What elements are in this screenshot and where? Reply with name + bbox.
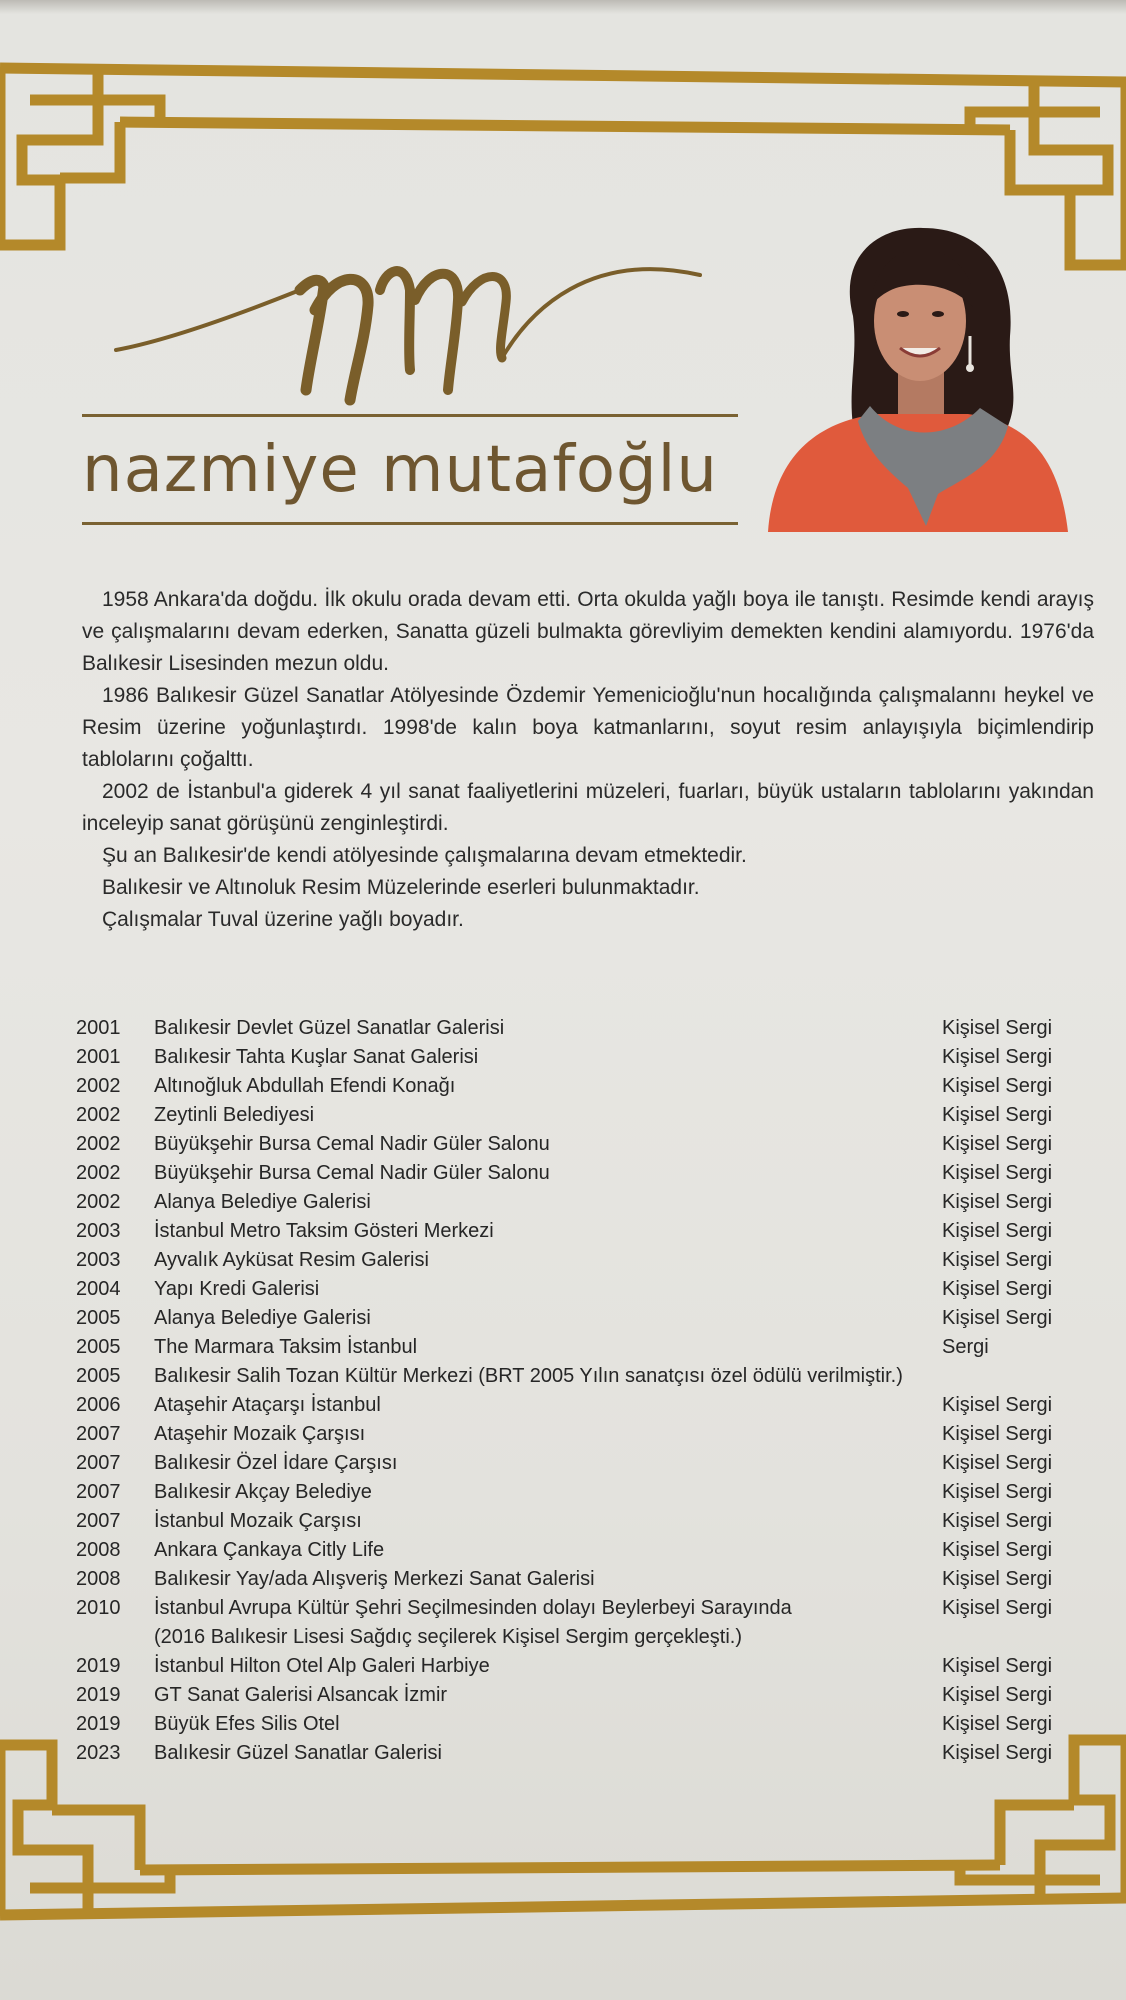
exhibition-venue: Ataşehir Mozaik Çarşısı (154, 1423, 366, 1445)
exhibition-venue: Ayvalık Ayküsat Resim Galerisi (154, 1249, 429, 1271)
exhibition-year: 2023 (76, 1742, 121, 1764)
exhibition-row (76, 1014, 1076, 1043)
exhibition-year: 2002 (76, 1162, 121, 1184)
exhibition-row (76, 1072, 1076, 1101)
nm-monogram-logo (110, 230, 710, 420)
exhibition-year: 2019 (76, 1684, 121, 1706)
exhibition-venue: Yapı Kredi Galerisi (154, 1278, 320, 1300)
exhibition-year: 2002 (76, 1104, 121, 1126)
exhibition-row (76, 1159, 1076, 1188)
exhibition-type: Kişisel Sergi (942, 1597, 1053, 1619)
exhibition-type: Kişisel Sergi (942, 1220, 1053, 1242)
exhibition-type: Kişisel Sergi (942, 1684, 1053, 1706)
exhibition-year: 2007 (76, 1452, 121, 1474)
exhibition-venue: Altınoğluk Abdullah Efendi Konağı (154, 1075, 456, 1097)
exhibition-venue: Zeytinli Belediyesi (154, 1104, 315, 1126)
exhibition-type: Kişisel Sergi (942, 1539, 1053, 1561)
exhibition-row (76, 1275, 1076, 1304)
exhibition-row (76, 1391, 1076, 1420)
exhibition-venue: Balıkesir Devlet Güzel Sanatlar Galerisi (154, 1017, 505, 1039)
exhibition-venue: Balıkesir Tahta Kuşlar Sanat Galerisi (154, 1046, 479, 1068)
exhibition-note: (2016 Balıkesir Lisesi Sağdıç seçilerek Kişisel Sergim gerçekleşti.) (154, 1626, 743, 1648)
exhibition-type: Kişisel Sergi (942, 1104, 1053, 1126)
name-rule-bottom (82, 522, 738, 525)
exhibition-year: 2007 (76, 1481, 121, 1503)
exhibition-year: 2002 (76, 1133, 121, 1155)
exhibition-row (76, 1478, 1076, 1507)
exhibition-row (76, 1043, 1076, 1072)
exhibition-year: 2007 (76, 1423, 121, 1445)
biography-text (82, 584, 1094, 936)
exhibition-year: 2005 (76, 1307, 121, 1329)
name-rule-top (82, 414, 738, 417)
exhibition-year: 2007 (76, 1510, 121, 1532)
exhibition-year: 2005 (76, 1365, 121, 1387)
exhibition-year: 2019 (76, 1713, 121, 1735)
exhibition-venue: GT Sanat Galerisi Alsancak İzmir (154, 1684, 448, 1706)
exhibition-type: Kişisel Sergi (942, 1162, 1053, 1184)
exhibition-year: 2005 (76, 1336, 121, 1358)
exhibition-row (76, 1565, 1076, 1594)
exhibition-year: 2003 (76, 1249, 121, 1271)
bio-paragraph: 1986 Balıkesir Güzel Sanatlar Atölyesinde Özdemir Yemenicioğlu'nun hocalığında çalışmalannı heykel ve Resim üzerine yoğunlaştırdı. 1998'de kalın boya katmanlarını, soyut resim anlayışıyla biçimlendirip tablolarını çoğalttı. (82, 684, 1094, 771)
exhibition-venue: Ataşehir Ataçarşı İstanbul (154, 1394, 381, 1416)
exhibition-type: Kişisel Sergi (942, 1191, 1053, 1213)
exhibition-venue: Balıkesir Özel İdare Çarşısı (154, 1452, 398, 1474)
exhibition-venue: Büyükşehir Bursa Cemal Nadir Güler Salonu (154, 1162, 550, 1184)
exhibition-year: 2004 (76, 1278, 121, 1300)
bio-paragraph: 1958 Ankara'da doğdu. İlk okulu orada devam etti. Orta okulda yağlı boya ile tanıştı. Resimde kendi arayış ve çalışmalarını devam ederken, Sanatta güzeli bulmakta görevliyim demekten kendini alamıyordu. 1976'da Balıkesir Lisesinden mezun oldu. (82, 588, 1094, 675)
exhibition-list (76, 1014, 1076, 1768)
exhibition-type: Kişisel Sergi (942, 1307, 1053, 1329)
exhibition-year: 2001 (76, 1017, 121, 1039)
exhibition-year: 2002 (76, 1075, 121, 1097)
exhibition-type: Kişisel Sergi (942, 1452, 1053, 1474)
exhibition-row (76, 1304, 1076, 1333)
exhibition-year: 2008 (76, 1539, 121, 1561)
artist-portrait-photo (758, 226, 1074, 532)
exhibition-year: 2002 (76, 1191, 121, 1213)
exhibition-type: Kişisel Sergi (942, 1075, 1053, 1097)
exhibition-venue: Büyükşehir Bursa Cemal Nadir Güler Salonu (154, 1133, 550, 1155)
exhibition-type: Kişisel Sergi (942, 1742, 1053, 1764)
exhibition-row (76, 1739, 1076, 1768)
bio-paragraph: 2002 de İstanbul'a giderek 4 yıl sanat faaliyetlerini müzeleri, fuarları, büyük ustaların tablolarını yakından inceleyip sanat görüşünü zenginleştirdi. (82, 780, 1094, 835)
exhibition-row (76, 1101, 1076, 1130)
bio-paragraph: Çalışmalar Tuval üzerine yağlı boyadır. (102, 908, 464, 931)
exhibition-row (76, 1333, 1076, 1362)
exhibition-year: 2006 (76, 1394, 121, 1416)
exhibition-year: 2008 (76, 1568, 121, 1590)
exhibition-venue: Balıkesir Salih Tozan Kültür Merkezi (BRT 2005 Yılın sanatçısı özel ödülü verilmiştir.) (154, 1365, 903, 1387)
exhibition-row (76, 1217, 1076, 1246)
exhibition-venue: Balıkesir Güzel Sanatlar Galerisi (154, 1742, 442, 1764)
exhibition-row (76, 1681, 1076, 1710)
exhibition-venue: The Marmara Taksim İstanbul (154, 1336, 418, 1358)
exhibition-venue: Alanya Belediye Galerisi (154, 1307, 371, 1329)
exhibition-type: Kişisel Sergi (942, 1394, 1053, 1416)
exhibition-year: 2003 (76, 1220, 121, 1242)
exhibition-type: Kişisel Sergi (942, 1133, 1053, 1155)
exhibition-type: Kişisel Sergi (942, 1481, 1053, 1503)
exhibition-type: Kişisel Sergi (942, 1510, 1053, 1532)
bio-paragraph: Şu an Balıkesir'de kendi atölyesinde çalışmalarına devam etmektedir. (102, 844, 747, 867)
exhibition-type: Kişisel Sergi (942, 1278, 1053, 1300)
exhibition-row (76, 1652, 1076, 1681)
exhibition-venue: Balıkesir Yay/ada Alışveriş Merkezi Sanat Galerisi (154, 1568, 595, 1590)
exhibition-type: Kişisel Sergi (942, 1046, 1053, 1068)
exhibition-venue: Balıkesir Akçay Belediye (154, 1481, 372, 1503)
exhibition-year: 2010 (76, 1597, 121, 1619)
exhibition-venue: İstanbul Avrupa Kültür Şehri Seçilmesinden dolayı Beylerbeyi Sarayında (154, 1597, 792, 1619)
exhibition-row (76, 1362, 1076, 1391)
artist-name: nazmiye mutafoğlu (82, 433, 718, 507)
exhibition-venue: Ankara Çankaya Citly Life (154, 1539, 385, 1561)
exhibition-row (76, 1594, 1076, 1652)
exhibition-row (76, 1507, 1076, 1536)
exhibition-type: Sergi (942, 1336, 989, 1358)
exhibition-row (76, 1246, 1076, 1275)
exhibition-year: 2019 (76, 1655, 121, 1677)
exhibition-type: Kişisel Sergi (942, 1568, 1053, 1590)
exhibition-type: Kişisel Sergi (942, 1713, 1053, 1735)
exhibition-venue: Alanya Belediye Galerisi (154, 1191, 371, 1213)
bio-paragraph: Balıkesir ve Altınoluk Resim Müzelerinde eserleri bulunmaktadır. (102, 876, 700, 899)
exhibition-row (76, 1449, 1076, 1478)
exhibition-row (76, 1188, 1076, 1217)
exhibition-venue: İstanbul Mozaik Çarşısı (154, 1510, 362, 1532)
exhibition-type: Kişisel Sergi (942, 1249, 1053, 1271)
exhibition-venue: İstanbul Hilton Otel Alp Galeri Harbiye (154, 1655, 490, 1677)
exhibition-type: Kişisel Sergi (942, 1655, 1053, 1677)
exhibition-venue: İstanbul Metro Taksim Gösteri Merkezi (154, 1220, 494, 1242)
exhibition-type: Kişisel Sergi (942, 1017, 1053, 1039)
exhibition-type: Kişisel Sergi (942, 1423, 1053, 1445)
exhibition-year: 2001 (76, 1046, 121, 1068)
exhibition-row (76, 1710, 1076, 1739)
exhibition-row (76, 1536, 1076, 1565)
exhibition-row (76, 1130, 1076, 1159)
exhibition-venue: Büyük Efes Silis Otel (154, 1713, 340, 1735)
exhibition-row (76, 1420, 1076, 1449)
